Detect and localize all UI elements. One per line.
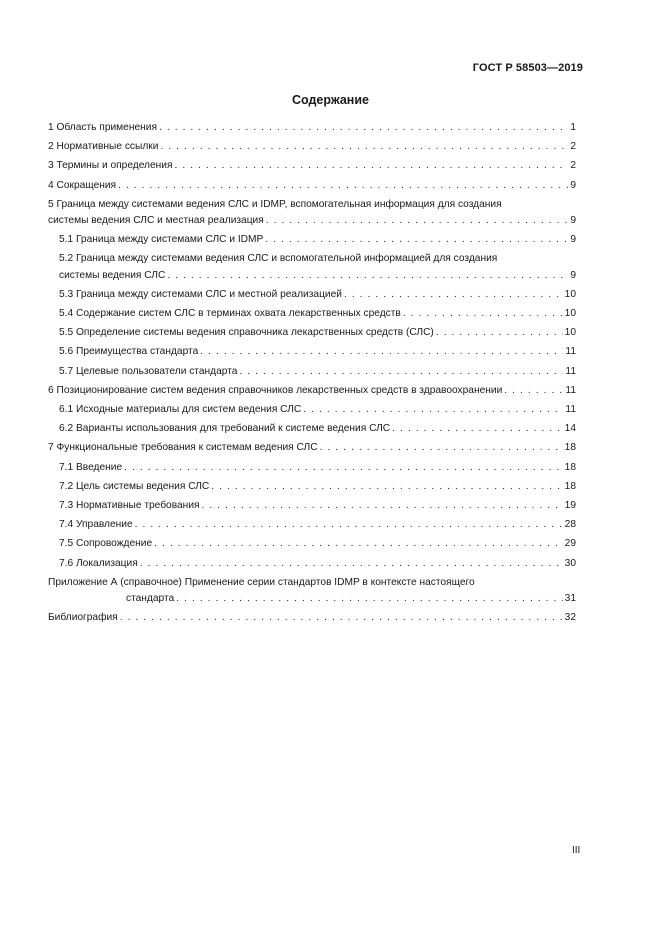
toc-entry-page: 11 bbox=[565, 384, 576, 396]
toc-entry-page: 10 bbox=[564, 308, 576, 320]
toc-entry-text: 6.1 Исходные материалы для систем ведения СЛС bbox=[59, 404, 302, 416]
toc-entry-text: Приложение А (справочное) Применение серии стандартов IDMP в контексте настоящего bbox=[48, 576, 475, 588]
toc-entry[interactable] bbox=[48, 197, 576, 229]
toc-leader-dots bbox=[266, 213, 569, 229]
toc-entry-text: 5.3 Граница между системами СЛС и местной реализацией bbox=[59, 288, 342, 300]
toc-leader-dots bbox=[303, 402, 563, 418]
toc-entry[interactable] bbox=[48, 402, 576, 418]
toc-entry-text: 6 Позиционирование систем ведения справочников лекарственных средств в здравоохранении bbox=[48, 384, 503, 396]
toc-leader-dots bbox=[320, 440, 563, 456]
page-title: Содержание bbox=[291, 93, 369, 107]
toc-entry[interactable] bbox=[48, 364, 576, 380]
toc-leader-dots bbox=[174, 158, 568, 174]
toc-entry-page: 31 bbox=[564, 593, 576, 605]
toc-leader-dots bbox=[436, 325, 563, 341]
toc-leader-dots bbox=[392, 421, 563, 437]
toc-entry-text: 7 Функциональные требования к системам ведения СЛС bbox=[48, 442, 318, 454]
toc-entry-text: 6.2 Варианты использования для требований к системе ведения СЛС bbox=[59, 423, 391, 435]
toc-entry-text: 2 Нормативные ссылки bbox=[48, 141, 159, 153]
toc-entry[interactable] bbox=[48, 232, 576, 248]
toc-entry-text: 5.2 Граница между системами ведения СЛС и вспомогательной информацией для создания bbox=[59, 253, 498, 265]
toc-entry-text: 1 Область применения bbox=[48, 122, 157, 133]
toc-entry-page: 32 bbox=[564, 612, 576, 624]
toc-entry-page: 18 bbox=[564, 442, 576, 454]
toc-entry-page: 18 bbox=[564, 461, 576, 473]
toc-entry[interactable] bbox=[48, 556, 576, 572]
toc-leader-dots bbox=[176, 591, 562, 607]
toc-leader-dots bbox=[200, 344, 563, 360]
toc-entry-text-continued: системы ведения СЛС bbox=[59, 269, 166, 281]
toc-leader-dots bbox=[160, 139, 568, 155]
toc-entry[interactable] bbox=[48, 421, 576, 437]
toc-leader-dots bbox=[211, 479, 562, 495]
page-number: III bbox=[572, 845, 581, 856]
toc-entry[interactable] bbox=[48, 517, 576, 533]
toc-entry-text: 5.7 Целевые пользователи стандарта bbox=[59, 365, 238, 377]
toc-leader-dots bbox=[154, 536, 563, 552]
toc-entry-page: 14 bbox=[564, 423, 576, 435]
toc-entry-page: 18 bbox=[564, 480, 576, 492]
toc-entry-page: 10 bbox=[564, 288, 576, 300]
toc-entry[interactable] bbox=[48, 158, 576, 174]
toc-entry-page: 19 bbox=[564, 500, 576, 512]
toc-entry-page: 10 bbox=[564, 327, 576, 339]
toc-entry[interactable] bbox=[48, 344, 576, 360]
toc-leader-dots bbox=[403, 306, 563, 322]
toc-leader-dots bbox=[124, 460, 563, 476]
toc-entry-page: 1 bbox=[570, 122, 576, 133]
toc-entry-text: 5.1 Граница между системами СЛС и IDMP bbox=[59, 234, 264, 246]
toc-entry-page: 9 bbox=[570, 179, 576, 191]
toc-entry-text-continued: стандарта bbox=[126, 593, 175, 605]
toc-entry-text: 4 Сокращения bbox=[48, 179, 117, 191]
toc-entry-page: 28 bbox=[564, 519, 576, 531]
toc-leader-dots bbox=[202, 498, 563, 514]
toc-entry-page: 11 bbox=[565, 346, 576, 358]
toc-entry-text: 5.5 Определение системы ведения справочника лекарственных средств (СЛС) bbox=[59, 327, 434, 339]
toc-leader-dots bbox=[159, 120, 568, 136]
toc-entry[interactable] bbox=[48, 460, 576, 476]
toc-entry-page: 9 bbox=[570, 269, 576, 281]
toc-entry[interactable] bbox=[48, 306, 576, 322]
table-of-contents bbox=[48, 120, 576, 626]
toc-entry-text: 7.1 Введение bbox=[59, 461, 123, 473]
toc-leader-dots bbox=[239, 364, 563, 380]
toc-entry[interactable] bbox=[48, 325, 576, 341]
toc-leader-dots bbox=[120, 610, 563, 626]
toc-entry-text: 5.4 Содержание систем СЛС в терминах охвата лекарственных средств bbox=[59, 308, 401, 320]
document-header-code: ГОСТ Р 58503—2019 bbox=[472, 62, 583, 74]
toc-entry-text: Библиография bbox=[48, 612, 118, 624]
toc-entry[interactable] bbox=[48, 575, 576, 607]
toc-entry-text-continued: системы ведения СЛС и местная реализация bbox=[48, 215, 264, 227]
toc-entry[interactable] bbox=[48, 383, 576, 399]
toc-entry[interactable] bbox=[48, 498, 576, 514]
toc-entry-text: 7.3 Нормативные требования bbox=[59, 500, 200, 512]
toc-entry[interactable] bbox=[48, 287, 576, 303]
toc-entry-page: 2 bbox=[570, 160, 576, 172]
toc-entry[interactable] bbox=[48, 251, 576, 283]
toc-entry-page: 9 bbox=[570, 234, 576, 246]
toc-entry[interactable] bbox=[48, 479, 576, 495]
toc-entry-page: 2 bbox=[570, 141, 576, 153]
toc-entry-page: 11 bbox=[565, 365, 576, 377]
toc-entry-text: 7.4 Управление bbox=[59, 519, 133, 531]
toc-entry[interactable] bbox=[48, 536, 576, 552]
toc-leader-dots bbox=[118, 178, 568, 194]
toc-entry-page: 30 bbox=[564, 557, 576, 569]
toc-entry-text: 3 Термины и определения bbox=[48, 160, 173, 172]
toc-entry[interactable] bbox=[48, 440, 576, 456]
toc-leader-dots bbox=[135, 517, 563, 533]
toc-entry[interactable] bbox=[48, 139, 576, 155]
toc-entry-page: 29 bbox=[564, 538, 576, 550]
toc-entry-page: 11 bbox=[565, 404, 576, 416]
toc-leader-dots bbox=[504, 383, 563, 399]
toc-leader-dots bbox=[167, 268, 568, 284]
toc-leader-dots bbox=[344, 287, 563, 303]
toc-leader-dots bbox=[140, 556, 563, 572]
toc-entry-text: 7.6 Локализация bbox=[59, 557, 138, 569]
toc-entry[interactable] bbox=[48, 610, 576, 626]
toc-entry-text: 7.5 Сопровождение bbox=[59, 538, 153, 550]
toc-leader-dots bbox=[265, 232, 568, 248]
toc-entry-text: 5.6 Преимущества стандарта bbox=[59, 346, 199, 358]
toc-entry-text: 5 Граница между системами ведения СЛС и IDMP, вспомогательная информация для создания bbox=[48, 198, 502, 210]
toc-entry-text: 7.2 Цель системы ведения СЛС bbox=[59, 480, 210, 492]
toc-entry[interactable] bbox=[48, 120, 576, 136]
toc-entry-page: 9 bbox=[570, 215, 576, 227]
toc-entry[interactable] bbox=[48, 178, 576, 194]
